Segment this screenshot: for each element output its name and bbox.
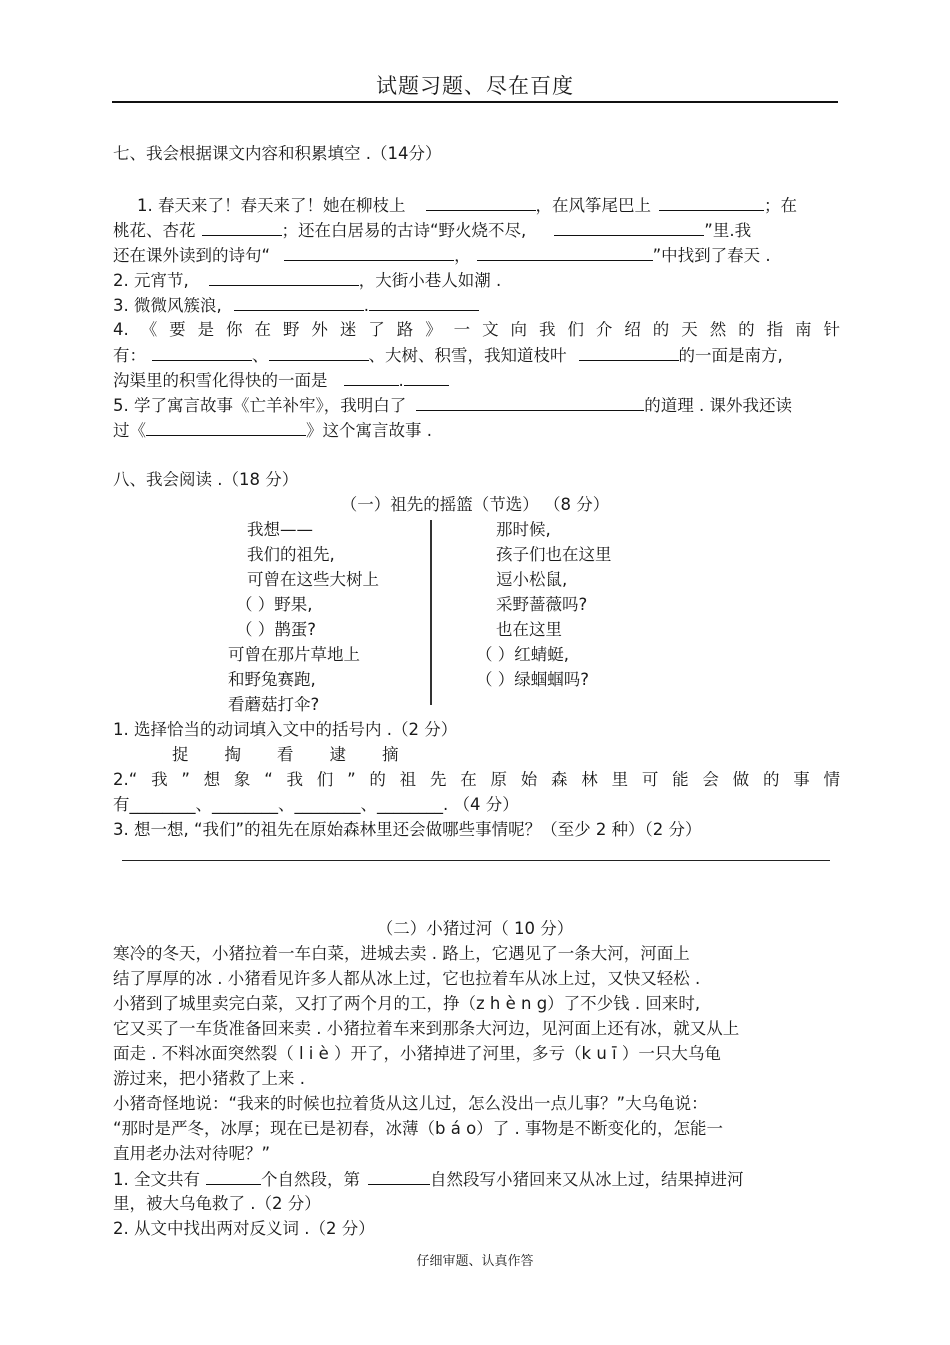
s7-q4-line1: 4.《要是你在野外迷了路》一文向我们介绍的天然的指南针 [113, 320, 840, 339]
poem-right-6: （ ）红蜻蜓, [476, 645, 569, 664]
blank[interactable] [146, 417, 306, 436]
story-line-7: 小猪奇怪地说：“我来的时候也拉着货从这儿过，怎么没出一点儿事？”大乌龟说： [113, 1094, 708, 1113]
s7-q5-line2: 过《 》这个寓言故事 . [113, 417, 840, 443]
p1-q2-line1: 2.“我”想象“我们”的祖先在原始森林里可能会做的事情 [113, 770, 840, 789]
poem-divider [430, 520, 432, 705]
s7-q4-line2: 有： 、 、大树、积雪，我知道枝叶 的一面是南方, [113, 342, 840, 368]
blank[interactable] [234, 292, 364, 311]
poem-left-6: 可曾在那片草地上 [228, 645, 360, 664]
poem-left-1: 我想—— [247, 520, 313, 539]
blank[interactable] [209, 267, 359, 286]
part2-title: （二）小猪过河（ 10 分） [376, 919, 574, 938]
poem-left-7: 和野兔赛跑, [228, 670, 316, 689]
blank[interactable] [426, 192, 536, 211]
page-footer: 仔细审题、认真作答 [416, 1254, 534, 1269]
header-rule [112, 101, 838, 103]
poem-left-8: 看蘑菇打伞? [228, 695, 320, 714]
story-line-2: 结了厚厚的冰 . 小猪看见许多人都从冰上过，它也拉着车从冰上过，又快又轻松 . [113, 969, 701, 988]
blank[interactable] [202, 217, 282, 236]
page-header-title: 试题习题、尽在百度 [376, 74, 574, 98]
poem-right-4: 采野蔷薇吗? [496, 595, 588, 614]
blank[interactable] [369, 292, 479, 311]
story-line-9: 直用老办法对待呢？” [113, 1144, 271, 1163]
blank[interactable] [284, 242, 454, 261]
poem-right-5: 也在这里 [496, 620, 562, 639]
verb-option: 逮 [329, 745, 346, 764]
blank[interactable] [344, 367, 399, 386]
p2-q1-line1: 1. 全文共有 个自然段，第 自然段写小猪回来又从冰上过，结果掉进河 [113, 1166, 840, 1192]
blank[interactable] [206, 1166, 261, 1185]
poem-right-3: 逗小松鼠, [496, 570, 568, 589]
poem-left-5: （ ）鹊蛋? [236, 620, 317, 639]
s7-q1-line3: 还在课外读到的诗句“ ， ”中找到了春天 . [113, 242, 840, 268]
s7-q1-line1: 1. 春天来了！春天来了！她在柳枝上 ，在风筝尾巴上 ；在 [113, 192, 840, 218]
blank[interactable] [404, 367, 449, 386]
verb-option: 捉 [172, 745, 189, 764]
story-line-1: 寒冷的冬天，小猪拉着一车白菜，进城去卖 . 路上，它遇见了一条大河，河面上 [113, 944, 690, 963]
blank[interactable] [554, 217, 704, 236]
verb-option: 掏 [224, 745, 241, 764]
p1-q3: 3. 想一想, “我们”的祖先在原始森林里还会做哪些事情呢？（至少 2 种）（2 分） [113, 820, 702, 839]
s7-q2: 2. 元宵节, ，大街小巷人如潮 . [113, 267, 840, 293]
s7-q1-line2: 桃花、杏花 ；还在白居易的古诗“野火烧不尽, ”里.我 [113, 217, 840, 243]
poem-right-2: 孩子们也在这里 [496, 545, 612, 564]
blank[interactable] [659, 192, 764, 211]
answer-line[interactable] [122, 860, 830, 861]
p1-q2-line2: 有________、________、________、________. （4 分） [113, 795, 519, 814]
verb-option: 看 [277, 745, 294, 764]
poem-right-1: 那时候, [496, 520, 551, 539]
poem-left-2: 我们的祖先, [247, 545, 335, 564]
story-line-5: 面走 . 不料冰面突然裂（ l i è ）开了，小猪掉进了河里，多亏（k u ī ）一只大乌龟 [113, 1044, 721, 1063]
section8-heading: 八、我会阅读 .（18 分） [113, 470, 299, 489]
blank[interactable] [579, 342, 679, 361]
poem-right-7: （ ）绿蝈蝈吗? [476, 670, 590, 689]
verb-options [172, 742, 472, 767]
blank[interactable] [152, 342, 252, 361]
story-line-4: 它又买了一车货准备回来卖 . 小猪拉着车来到那条大河边，见河面上还有冰，就又从上 [113, 1019, 740, 1038]
story-line-8: “那时是严冬，冰厚；现在已是初春，冰薄（b á o）了 . 事物是不断变化的，怎能一 [113, 1119, 723, 1138]
s7-q4-line3: 沟渠里的积雪化得快的一面是 . [113, 367, 840, 393]
s7-q5-line1: 5. 学了寓言故事《亡羊补牢》，我明白了 的道理 . 课外我还读 [113, 392, 840, 418]
poem-left-4: （ ）野果, [236, 595, 313, 614]
p2-q2: 2. 从文中找出两对反义词 .（2 分） [113, 1219, 375, 1238]
blank[interactable] [368, 1166, 430, 1185]
blank[interactable] [477, 242, 653, 261]
s7-q3: 3. 微微风簇浪, . [113, 292, 840, 318]
blank[interactable] [269, 342, 369, 361]
verb-option: 摘 [382, 745, 399, 764]
p2-q1-line2: 里，被大乌龟救了 .（2 分） [113, 1194, 321, 1213]
poem-left-3: 可曾在这些大树上 [247, 570, 379, 589]
section7-heading: 七、我会根据课文内容和积累填空 .（14分） [113, 144, 442, 163]
story-line-3: 小猪到了城里卖完白菜，又打了两个月的工，挣（z h è n g）了不少钱 . 回来时, [113, 994, 701, 1013]
blank[interactable] [416, 392, 644, 411]
story-line-6: 游过来，把小猪救了上来 . [113, 1069, 305, 1088]
p1-q1: 1. 选择恰当的动词填入文中的括号内 .（2 分） [113, 720, 458, 739]
part1-title: （一）祖先的摇篮（节选） （8 分） [340, 495, 610, 514]
